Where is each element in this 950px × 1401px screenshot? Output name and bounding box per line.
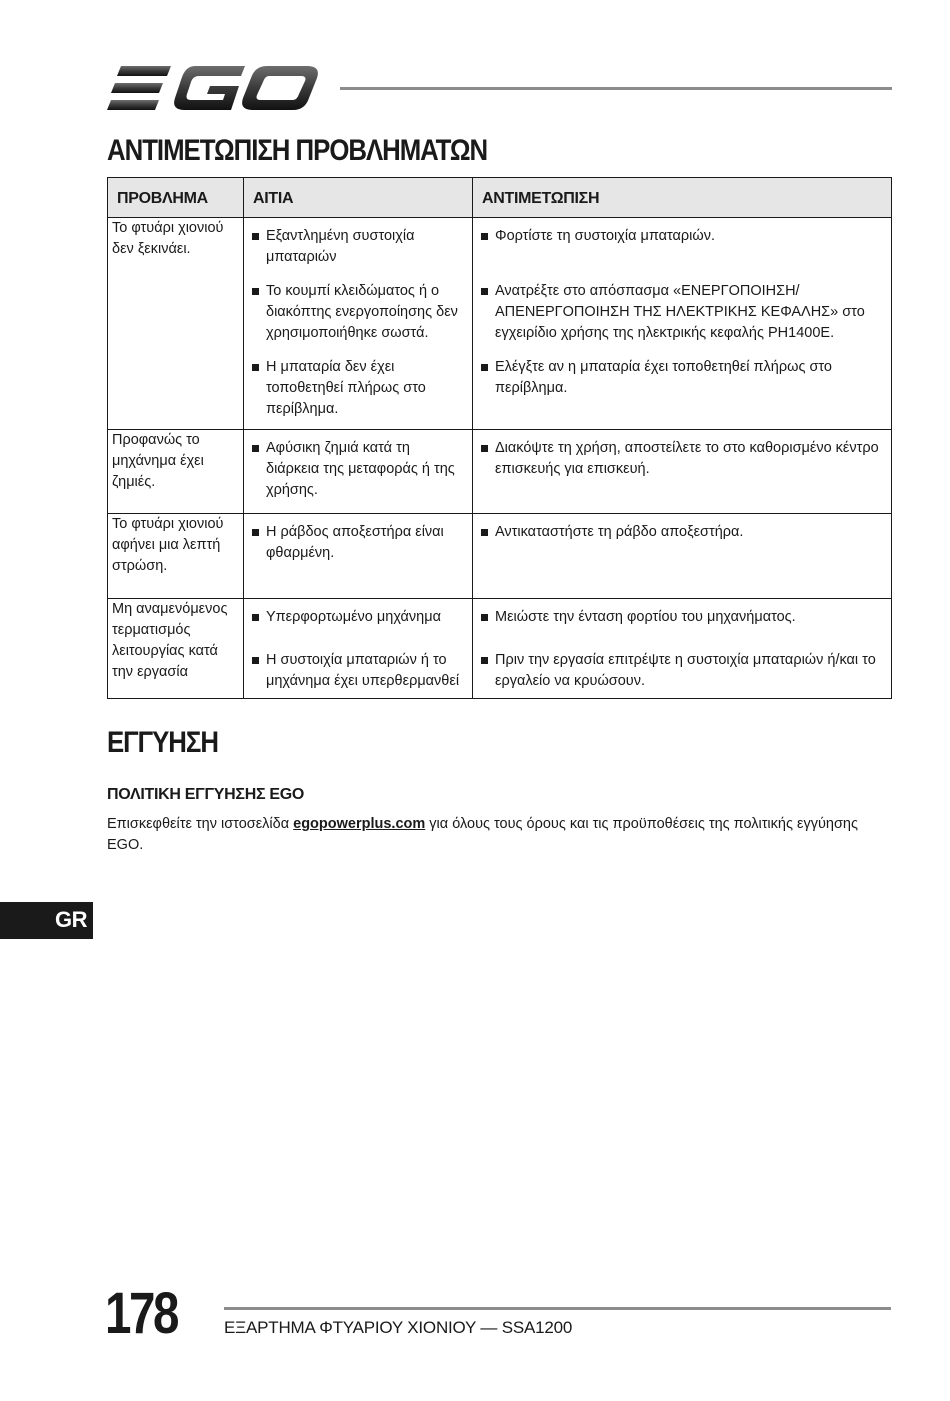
- cause-item: Η μπαταρία δεν έχει τοποθετηθεί πλήρως στο περίβλημα.: [252, 357, 464, 420]
- table-row: [108, 430, 892, 514]
- remedy-cell: [473, 430, 892, 514]
- cause-item: Η ράβδος αποξεστήρα είναι φθαρμένη.: [252, 522, 464, 564]
- cause-cell: [244, 430, 473, 514]
- warranty-text-before: Επισκεφθείτε την ιστοσελίδα: [107, 816, 294, 832]
- cause-item: Το κουμπί κλειδώματος ή ο διακόπτης ενεργοποίησης δεν χρησιμοποιήθηκε σωστά.: [252, 281, 464, 344]
- table-header-row: [108, 178, 892, 218]
- cause-cell: [244, 218, 473, 430]
- remedy-item: Ανατρέξτε στο απόσπασμα «ΕΝΕΡΓΟΠΟΙΗΣΗ/ ΑΠΕΝΕΡΓΟΠΟΙΗΣΗ ΤΗΣ ΗΛΕΚΤΡΙΚΗΣ ΚΕΦΑΛΗΣ» στο εγχειρίδιο χρήσης της ηλεκτρικής κεφαλής PH1400E.: [481, 281, 883, 344]
- troubleshooting-table: [107, 177, 892, 699]
- problem-cell: Το φτυάρι χιονιού αφήνει μια λεπτή στρώση.: [108, 514, 244, 599]
- cause-item: Εξαντλημένη συστοιχία μπαταριών: [252, 226, 464, 268]
- remedy-item: Φορτίστε τη συστοιχία μπαταριών.: [481, 226, 883, 247]
- warranty-text: [107, 814, 887, 856]
- remedy-cell: [473, 599, 892, 699]
- cause-item: Η συστοιχία μπαταριών ή το μηχάνημα έχει υπερθερμανθεί: [252, 650, 464, 692]
- table-row: [108, 218, 892, 430]
- warranty-title: ΕΓΓΥΗΣΗ: [107, 726, 218, 759]
- remedy-item: Διακόψτε τη χρήση, αποστείλετε το στο καθορισμένο κέντρο επισκευής για επισκευή.: [481, 438, 883, 480]
- remedy-item: Μειώστε την ένταση φορτίου του μηχανήματος.: [481, 607, 883, 628]
- cause-cell: [244, 514, 473, 599]
- table-row: [108, 599, 892, 699]
- problem-cell: Προφανώς το μηχάνημα έχει ζημιές.: [108, 430, 244, 514]
- cause-item: Υπερφορτωμένο μηχάνημα: [252, 607, 464, 628]
- header-rule: [340, 87, 892, 90]
- remedy-item: Αντικαταστήστε τη ράβδο αποξεστήρα.: [481, 522, 883, 543]
- warranty-text-after: για όλους τους όρους και τις προϋποθέσεις της πολιτικής εγγύησης EGO.: [107, 816, 858, 853]
- problem-cell: Μη αναμενόμενος τερματισμός λειτουργίας κατά την εργασία: [108, 599, 244, 699]
- column-header-cause: ΑΙΤΙΑ: [244, 178, 473, 218]
- troubleshooting-title: ΑΝΤΙΜΕΤΩΠΙΣΗ ΠΡΟΒΛΗΜΑΤΩΝ: [107, 134, 488, 167]
- ego-logo: [107, 64, 319, 112]
- problem-cell: Το φτυάρι χιονιού δεν ξεκινάει.: [108, 218, 244, 430]
- warranty-link[interactable]: egopowerplus.com: [293, 816, 426, 832]
- column-header-remedy: ΑΝΤΙΜΕΤΩΠΙΣΗ: [473, 178, 892, 218]
- remedy-cell: [473, 514, 892, 599]
- page-number: 178: [105, 1281, 177, 1346]
- warranty-subtitle: ΠΟΛΙΤΙΚΗ ΕΓΓΥΗΣΗΣ EGO: [107, 786, 305, 803]
- cause-item: Αφύσικη ζημιά κατά τη διάρκεια της μεταφοράς ή της χρήσης.: [252, 438, 464, 501]
- remedy-item: Πριν την εργασία επιτρέψτε η συστοιχία μπαταριών ή/και το εργαλείο να κρυώσουν.: [481, 650, 883, 692]
- remedy-cell: [473, 218, 892, 430]
- remedy-item: Ελέγξτε αν η μπαταρία έχει τοποθετηθεί πλήρως στο περίβλημα.: [481, 357, 883, 399]
- column-header-problem: ΠΡΟΒΛΗΜΑ: [108, 178, 244, 218]
- table-row: [108, 514, 892, 599]
- footer-rule: [224, 1307, 891, 1310]
- language-tab: GR: [0, 902, 93, 939]
- footer-text: ΕΞΑΡΤΗΜΑ ΦΤΥΑΡΙΟΥ ΧΙΟΝΙΟΥ — SSA1200: [224, 1318, 573, 1337]
- cause-cell: [244, 599, 473, 699]
